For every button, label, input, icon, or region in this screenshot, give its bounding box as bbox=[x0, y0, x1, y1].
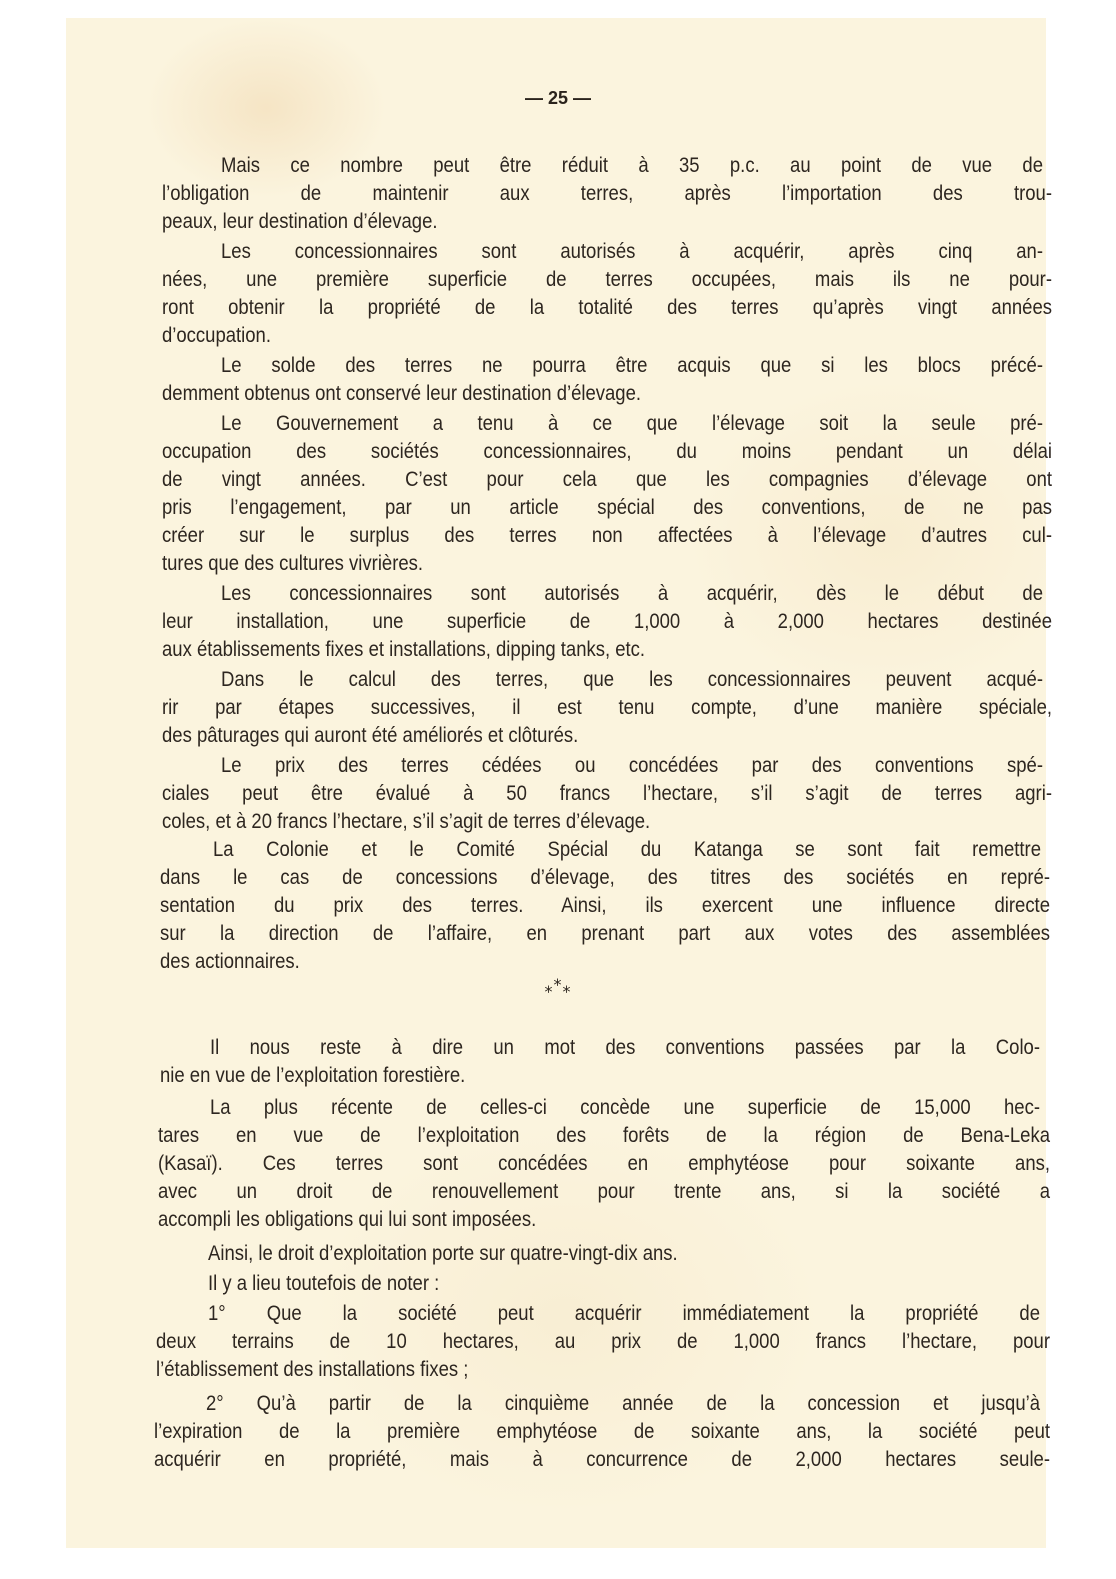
text-line: d’occupation. bbox=[162, 323, 271, 347]
section-separator bbox=[0, 975, 1116, 1001]
text-line: sur la direction de l’affaire, en prenant part aux votes des assemblées bbox=[160, 921, 1050, 945]
text-line: Il nous reste à dire un mot des conventions passées par la Colo- bbox=[210, 1035, 1040, 1059]
text-line: de vingt années. C’est pour cela que les compagnies d’élevage ont bbox=[162, 467, 1052, 491]
asterisk-icon: * bbox=[544, 982, 554, 1001]
text-line: Mais ce nombre peut être réduit à 35 p.c. au point de vue de bbox=[221, 153, 1043, 177]
text-line: Il y a lieu toutefois de noter : bbox=[208, 1271, 440, 1295]
text-line: coles, et à 20 francs l’hectare, s’il s’agit de terres d’élevage. bbox=[162, 809, 651, 833]
text-line: peaux, leur destination d’élevage. bbox=[162, 209, 438, 233]
asterisk-icon: * bbox=[553, 975, 563, 994]
text-line: Les concessionnaires sont autorisés à acquérir, dès le début de bbox=[221, 581, 1043, 605]
text-line: l’obligation de maintenir aux terres, après l’importation des trou- bbox=[162, 181, 1052, 205]
text-line: 1° Que la société peut acquérir immédiatement la propriété de bbox=[208, 1301, 1040, 1325]
text-line: acquérir en propriété, mais à concurrence de 2,000 hectares seule- bbox=[154, 1447, 1050, 1471]
text-line: Les concessionnaires sont autorisés à acquérir, après cinq an- bbox=[221, 239, 1043, 263]
text-line: tares en vue de l’exploitation des forêts de la région de Bena-Leka bbox=[158, 1123, 1050, 1147]
text-line: l’établissement des installations fixes ; bbox=[156, 1357, 469, 1381]
text-line: ront obtenir la propriété de la totalité des terres qu’après vingt années bbox=[162, 295, 1052, 319]
text-line: tures que des cultures vivrières. bbox=[162, 551, 424, 575]
text-line: La Colonie et le Comité Spécial du Katanga se sont fait remettre bbox=[213, 837, 1041, 861]
text-line: Ainsi, le droit d’exploitation porte sur quatre-vingt-dix ans. bbox=[208, 1241, 678, 1265]
text-line: rir par étapes successives, il est tenu compte, d’une manière spéciale, bbox=[162, 695, 1052, 719]
asterisk-icon: * bbox=[562, 982, 572, 1001]
text-line: Le solde des terres ne pourra être acquis que si les blocs précé- bbox=[221, 353, 1043, 377]
text-line: 2° Qu’à partir de la cinquième année de la concession et jusqu’à bbox=[206, 1391, 1040, 1415]
text-line: pris l’engagement, par un article spécial des conventions, de ne pas bbox=[162, 495, 1052, 519]
text-line: ciales peut être évalué à 50 francs l’hectare, s’il s’agit de terres agri- bbox=[162, 781, 1052, 805]
text-line: Le prix des terres cédées ou concédées par des conventions spé- bbox=[221, 753, 1043, 777]
text-line: avec un droit de renouvellement pour trente ans, si la société a bbox=[158, 1179, 1050, 1203]
text-line: leur installation, une superficie de 1,000 à 2,000 hectares destinée bbox=[162, 609, 1052, 633]
text-line: aux établissements fixes et installations, dipping tanks, etc. bbox=[162, 637, 646, 661]
text-line: (Kasaï). Ces terres sont concédées en emphytéose pour soixante ans, bbox=[158, 1151, 1050, 1175]
text-line: La plus récente de celles-ci concède une superficie de 15,000 hec- bbox=[210, 1095, 1040, 1119]
text-line: demment obtenus ont conservé leur destination d’élevage. bbox=[162, 381, 641, 405]
text-line: nie en vue de l’exploitation forestière. bbox=[160, 1063, 466, 1087]
text-line: deux terrains de 10 hectares, au prix de 1,000 francs l’hectare, pour bbox=[156, 1329, 1050, 1353]
text-line: des actionnaires. bbox=[160, 949, 300, 973]
text-line: Dans le calcul des terres, que les concessionnaires peuvent acqué- bbox=[221, 667, 1043, 691]
page-number: — 25 — bbox=[524, 88, 592, 108]
text-line: créer sur le surplus des terres non affectées à l’élevage d’autres cul- bbox=[162, 523, 1052, 547]
text-line: Le Gouvernement a tenu à ce que l’élevage soit la seule pré- bbox=[221, 411, 1043, 435]
text-line: dans le cas de concessions d’élevage, des titres des sociétés en repré- bbox=[160, 865, 1050, 889]
text-line: occupation des sociétés concessionnaires, du moins pendant un délai bbox=[162, 439, 1052, 463]
text-line: accompli les obligations qui lui sont imposées. bbox=[158, 1207, 537, 1231]
text-line: l’expiration de la première emphytéose de soixante ans, la société peut bbox=[154, 1419, 1050, 1443]
text-line: des pâturages qui auront été améliorés et clôturés. bbox=[162, 723, 579, 747]
text-line: nées, une première superficie de terres occupées, mais ils ne pour- bbox=[162, 267, 1052, 291]
text-line: sentation du prix des terres. Ainsi, ils exercent une influence directe bbox=[160, 893, 1050, 917]
